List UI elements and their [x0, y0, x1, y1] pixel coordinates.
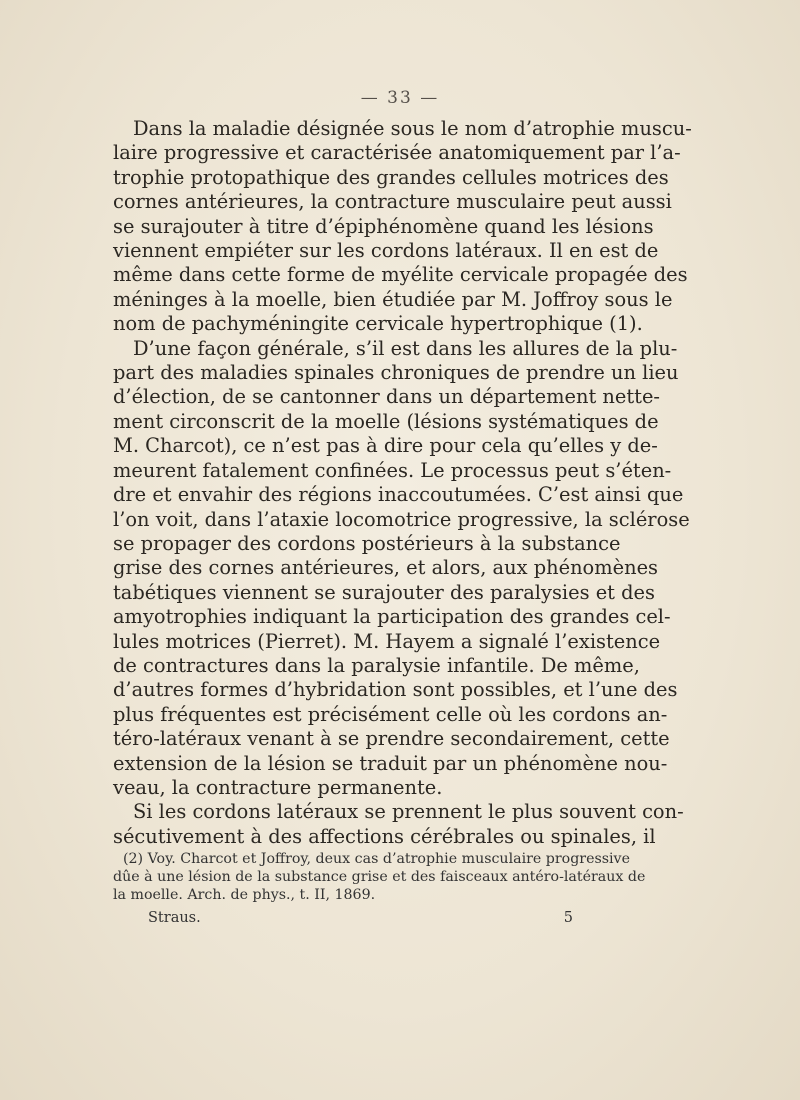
footnote-line: (2) Voy. Charcot et Joffroy, deux cas d’atrophie musculaire progressive: [123, 851, 630, 867]
footnote-line: la moelle. Arch. de phys., t. II, 1869.: [113, 887, 376, 903]
text-line: Si les cordons latéraux se prennent le plus souvent con-: [133, 800, 684, 824]
text-line: nom de pachyméningite cervicale hypertrophique (1).: [113, 312, 643, 336]
text-line: cornes antérieures, la contracture musculaire peut aussi: [113, 190, 672, 214]
text-line: laire progressive et caractérisée anatomiquement par l’a-: [113, 141, 681, 165]
text-line: meurent fatalement confinées. Le processus peut s’éten-: [113, 458, 672, 482]
text-line: tabétiques viennent se surajouter des paralysies et des: [113, 580, 655, 604]
text-line: l’on voit, dans l’ataxie locomotrice progressive, la sclérose: [113, 507, 690, 531]
text-line: même dans cette forme de myélite cervicale propagée des: [113, 263, 688, 287]
text-line: Dans la maladie désignée sous le nom d’atrophie muscu-: [133, 117, 692, 140]
signature-line: [148, 910, 573, 926]
body-text: [113, 117, 692, 849]
text-line: d’autres formes d’hybridation sont possibles, et l’une des: [113, 678, 678, 702]
text-line: se surajouter à titre d’épiphénomène quand les lésions: [113, 214, 654, 238]
footnote-line: dûe à une lésion de la substance grise et des faisceaux antéro-latéraux de: [113, 869, 646, 885]
text-line: téro-latéraux venant à se prendre secondairement, cette: [113, 727, 670, 751]
text-line: D’une façon générale, s’il est dans les allures de la plu-: [133, 336, 678, 360]
text-line: de contractures dans la paralysie infantile. De même,: [113, 653, 640, 677]
text-line: se propager des cordons postérieurs à la substance: [113, 531, 621, 555]
text-line: plus fréquentes est précisément celle où les cordons an-: [113, 702, 668, 726]
text-line: viennent empiéter sur les cordons latéraux. Il en est de: [113, 239, 659, 263]
text-line: ment circonscrit de la moelle (lésions systématiques de: [113, 409, 659, 433]
footnotes: [113, 850, 646, 904]
page-number: — 33 —: [360, 88, 440, 108]
signature-mark: 5: [563, 910, 573, 926]
text-line: méninges à la moelle, bien étudiée par M. Joffroy sous le: [113, 287, 673, 311]
text-line: lules motrices (Pierret). M. Hayem a signalé l’existence: [113, 629, 661, 653]
text-line: trophie protopathique des grandes cellules motrices des: [113, 165, 669, 189]
text-line: d’élection, de se cantonner dans un département nette-: [113, 385, 660, 409]
text-line: M. Charcot), ce n’est pas à dire pour cela qu’elles y de-: [113, 434, 658, 458]
text-line: veau, la contracture permanente.: [113, 775, 443, 799]
printer-signature: Straus.: [148, 910, 201, 926]
text-line: amyotrophies indiquant la participation des grandes cel-: [113, 605, 671, 629]
text-line: extension de la lésion se traduit par un phénomène nou-: [113, 751, 668, 775]
text-line: dre et envahir des régions inaccoutumées. C’est ainsi que: [113, 483, 684, 507]
text-line: sécutivement à des affections cérébrales ou spinales, il: [113, 824, 656, 848]
text-line: grise des cornes antérieures, et alors, aux phénomènes: [113, 556, 659, 580]
text-line: part des maladies spinales chroniques de prendre un lieu: [113, 361, 679, 385]
